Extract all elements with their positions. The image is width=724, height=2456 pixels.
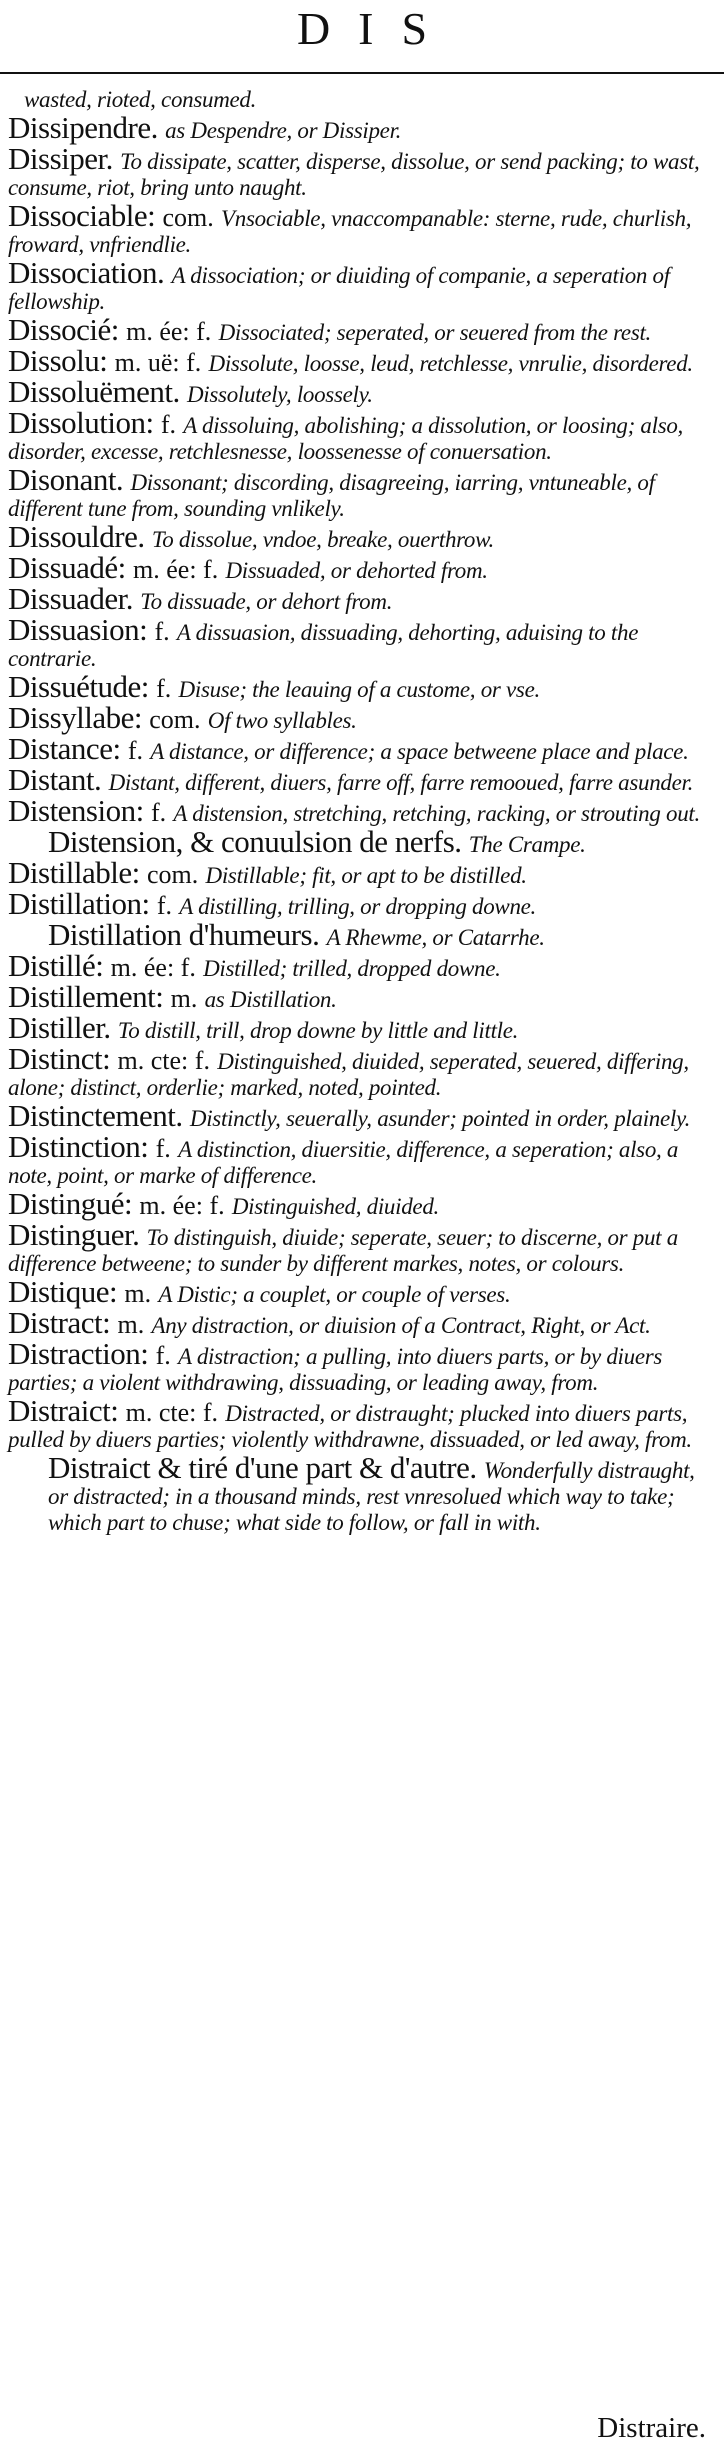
entry-list (8, 86, 714, 1538)
definition: To distinguish, diuide; seperate, seuer; to discerne, or put a difference betweene; to sunder by different markes, notes, or colours. (8, 1225, 678, 1276)
headword: Distinction: (8, 1129, 149, 1164)
headword: Distraict: (8, 1393, 119, 1428)
running-head: DIS (296, 3, 456, 54)
definition: as Despendre, or Dissiper. (165, 118, 402, 143)
dictionary-entry (8, 405, 714, 467)
headword: Disonant. (8, 462, 124, 497)
grammar-note: m. (170, 984, 198, 1013)
definition: Distracted, or distraught; plucked into diuers parts, pulled by diuers parties; violently withdrawne, dissuaded, or led away, from. (8, 1401, 692, 1452)
grammar-note: f. (156, 674, 172, 703)
grammar-note: m. ée: f. (139, 1191, 225, 1220)
definition: Distinctly, seuerally, asunder; pointed in order, plainely. (189, 1106, 691, 1131)
grammar-note: m. (117, 1310, 145, 1339)
headword: Dissuadé: (8, 550, 126, 585)
headword: Distinctement. (8, 1098, 183, 1133)
definition: A distraction; a pulling, into diuers parts, or by diuers parties; a violent withdrawing, dissuading, or leading away, from. (8, 1344, 663, 1395)
headword: Distension: (8, 793, 144, 828)
definition: A Distic; a couplet, or couple of verses. (158, 1282, 511, 1307)
definition: Dissolute, loosse, leud, retchlesse, vnrulie, disordered. (208, 351, 693, 376)
header-rule (0, 72, 724, 74)
headword: Distinct: (8, 1041, 111, 1076)
definition: The Crampe. (468, 832, 586, 857)
definition: A distinction, diuersitie, difference, a seperation; also, a note, point, or marke of difference. (8, 1137, 679, 1188)
headword: Distillation d'humeurs. (48, 917, 320, 952)
grammar-note: f. (150, 798, 167, 827)
dictionary-entry (8, 110, 714, 146)
headword: Dissiper. (8, 141, 113, 176)
definition: Dissolutely, loossely. (187, 382, 373, 407)
headword: Distiller. (8, 1010, 111, 1045)
headword: Dissuader. (8, 581, 134, 616)
dictionary-entry (8, 312, 714, 348)
dictionary-entry (8, 462, 714, 524)
definition: A distilling, trilling, or dropping downe. (179, 894, 537, 919)
headword: Distillation: (8, 886, 150, 921)
headword: Distillement: (8, 979, 164, 1014)
definition: Distinguished, diuided, seperated, seuered, differing, alone; distinct, orderlie; marked, noted, pointed. (8, 1049, 689, 1100)
definition: To dissipate, scatter, disperse, dissolue, or send packing; to wast, consume, riot, bring unto naught. (8, 149, 700, 200)
definition: To distill, trill, drop downe by little and little. (117, 1018, 519, 1043)
grammar-note: m. ée: f. (126, 317, 212, 346)
headword: Distension, & conuulsion de nerfs. (48, 824, 462, 859)
definition: A distension, stretching, retching, racking, or strouting out. (173, 801, 700, 826)
grammar-note: com. (149, 705, 201, 734)
headword: Distique: (8, 1274, 118, 1309)
definition: Dissociated; seperated, or seuered from the rest. (218, 320, 652, 345)
definition: Distinguished, diuided. (231, 1194, 439, 1219)
definition: Vnsociable, vnaccompanable: sterne, rude, churlish, froward, vnfriendlie. (8, 206, 692, 257)
dictionary-entry (8, 1041, 714, 1103)
dictionary-entry (8, 1217, 714, 1279)
headword: Distinguer. (8, 1217, 140, 1252)
definition: A distance, or difference; a space betweene place and place. (150, 739, 689, 764)
definition: Distilled; trilled, dropped downe. (203, 956, 501, 981)
grammar-note: com. (147, 860, 199, 889)
grammar-note: f. (155, 1341, 171, 1370)
definition: A dissociation; or diuiding of companie, a seperation of fellowship. (8, 263, 670, 314)
headword: Distract: (8, 1305, 111, 1340)
definition: To dissolue, vndoe, breake, ouerthrow. (151, 527, 494, 552)
grammar-note: com. (162, 203, 214, 232)
definition: To dissuade, or dehort from. (140, 589, 393, 614)
definition: Dissonant; discording, disagreeing, iarring, vntuneable, of different tune from, sounding vnlikely. (8, 470, 655, 521)
grammar-note: f. (155, 1134, 171, 1163)
headword: Distraict & tiré d'une part & d'autre. (48, 1450, 477, 1485)
dictionary-entry (8, 141, 714, 203)
dictionary-entry (8, 1450, 714, 1538)
dictionary-entry (8, 1129, 714, 1191)
headword: Dissociable: (8, 198, 156, 233)
headword: Dissuétude: (8, 669, 149, 704)
headword: Distraction: (8, 1336, 149, 1371)
headword: Dissolution: (8, 405, 154, 440)
definition: Wonderfully distraught, or distracted; in a thousand minds, rest vnresolued which way to take; which part to chuse; what side to follow, or fall in with. (48, 1458, 695, 1535)
headword: Distillé: (8, 948, 104, 983)
dictionary-entry (8, 1393, 714, 1455)
headword: Dissoluëment. (8, 374, 180, 409)
headword: Distance: (8, 731, 121, 766)
definition: Distant, different, diuers, farre off, farre remooued, farre asunder. (108, 770, 694, 795)
headword: Dissipendre. (8, 110, 158, 145)
headword: Dissuasion: (8, 612, 148, 647)
definition: Of two syllables. (207, 708, 357, 733)
dictionary-entry (8, 917, 714, 953)
grammar-note: f. (160, 410, 177, 439)
headword: Distant. (8, 762, 102, 797)
definition: Distillable; fit, or apt to be distilled. (205, 863, 527, 888)
definition: A dissoluing, abolishing; a dissolution, or loosing; also, disorder, excesse, retchlesnesse, loossenesse of conuersation. (8, 413, 683, 464)
headword: Distingué: (8, 1186, 133, 1221)
headword: Dissociation. (8, 255, 165, 290)
dictionary-entry (8, 1336, 714, 1398)
dictionary-entry (8, 1010, 714, 1046)
dictionary-entry (8, 255, 714, 317)
headword: Dissocié: (8, 312, 119, 347)
catchword: Distraire. (597, 2412, 706, 2444)
grammar-note: f. (154, 617, 170, 646)
grammar-note: m. uë: f. (114, 348, 202, 377)
definition: as Distillation. (204, 987, 337, 1012)
page-header (0, 0, 724, 70)
definition: Disuse; the leauing of a custome, or vse. (178, 677, 540, 702)
dictionary-entry (8, 198, 714, 260)
grammar-note: m. (124, 1279, 152, 1308)
grammar-note: m. cte: f. (125, 1398, 219, 1427)
definition: A dissuasion, dissuading, dehorting, aduising to the contrarie. (8, 620, 639, 671)
dictionary-entry (8, 612, 714, 674)
grammar-note: f. (156, 891, 173, 920)
definition: Dissuaded, or dehorted from. (225, 558, 488, 583)
definition: Any distraction, or diuision of a Contract, Right, or Act. (151, 1313, 651, 1338)
dictionary-entry (8, 979, 714, 1015)
definition: A Rhewme, or Catarrhe. (326, 925, 545, 950)
grammar-note: m. ée: f. (110, 953, 196, 982)
grammar-note: m. cte: f. (117, 1046, 210, 1075)
headword: Dissyllabe: (8, 700, 142, 735)
grammar-note: m. ée: f. (133, 555, 219, 584)
headword: Dissouldre. (8, 519, 145, 554)
headword: Dissolu: (8, 343, 108, 378)
grammar-note: f. (127, 736, 143, 765)
dictionary-entry (8, 1274, 714, 1310)
dictionary-entry (8, 731, 714, 767)
headword: Distillable: (8, 855, 140, 890)
definition: wasted, rioted, consumed. (24, 87, 257, 112)
